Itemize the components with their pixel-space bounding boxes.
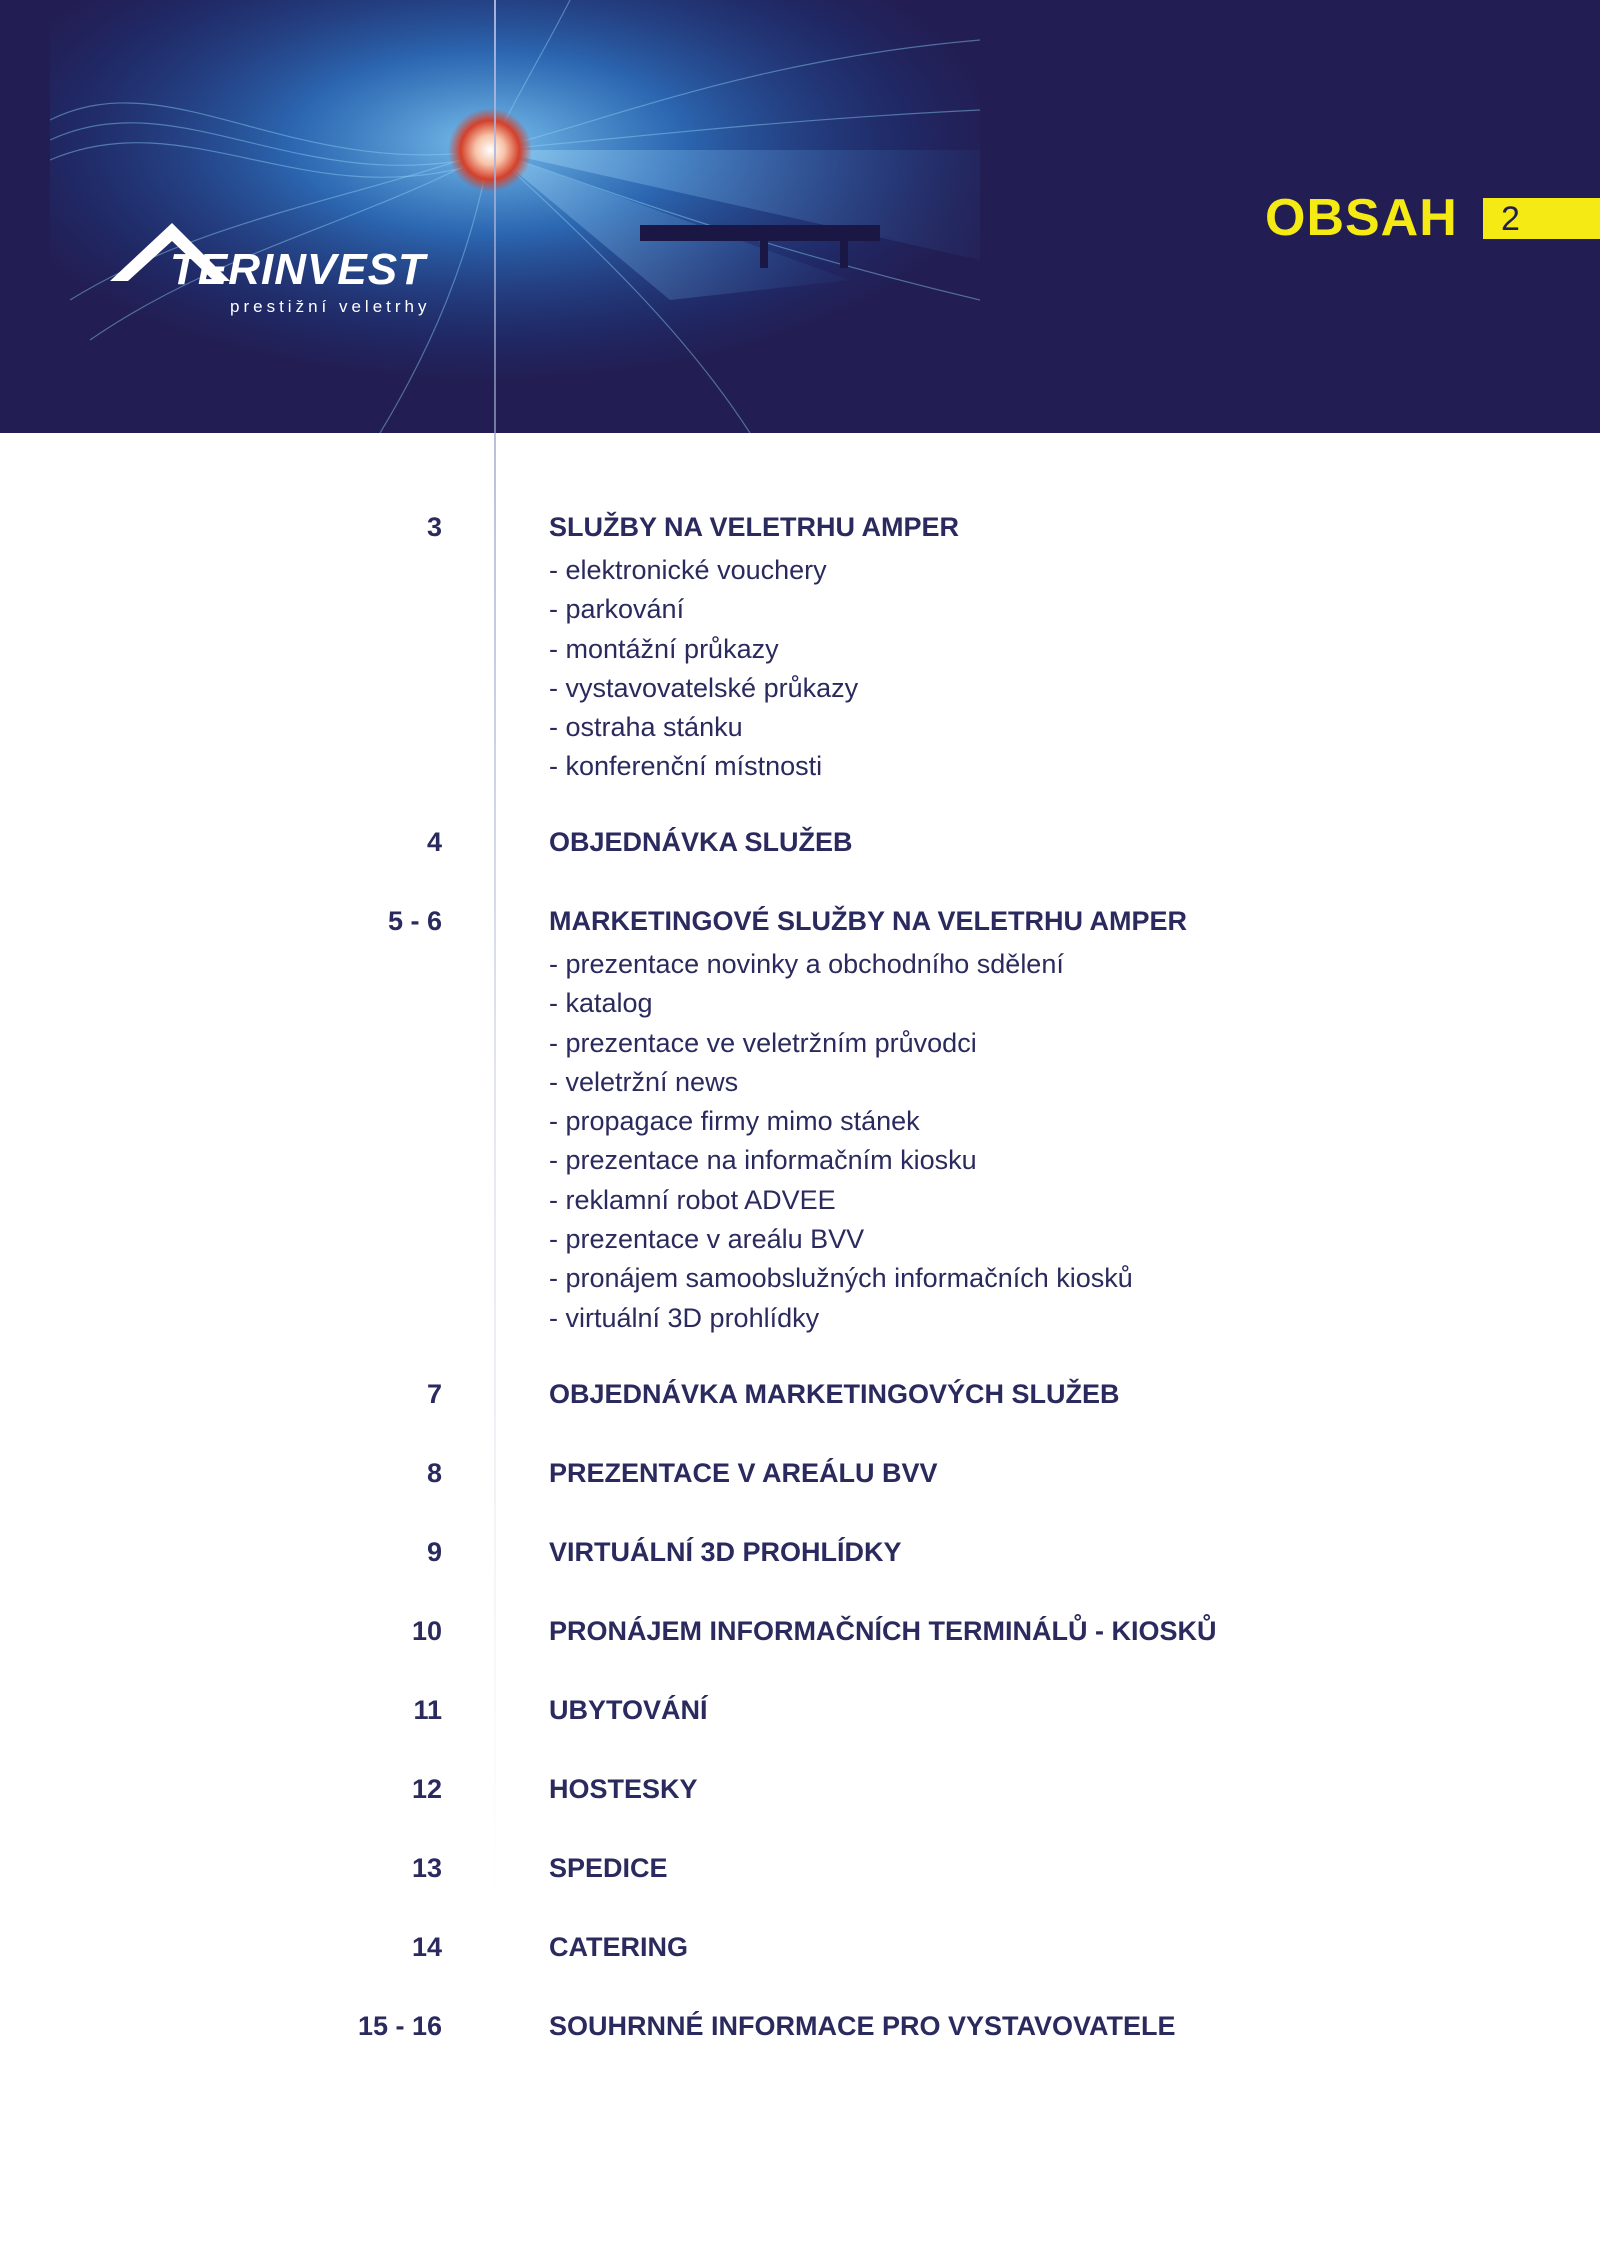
toc-page-number: 12 [411, 1774, 442, 1804]
toc-subitem: - parkování [549, 594, 685, 625]
toc-subitem: - elektronické vouchery [549, 555, 827, 585]
toc-subitems [549, 945, 1133, 1338]
toc-page-number: 3 [426, 512, 442, 542]
toc-subitem: - katalog [549, 988, 653, 1019]
logo-tagline: prestižní veletrhy [230, 297, 431, 316]
toc-heading: SOUHRNNÉ INFORMACE PRO VYSTAVOVATELE [549, 2011, 1176, 2041]
page-number-tab [1483, 198, 1600, 239]
toc-heading: OBJEDNÁVKA SLUŽEB [549, 827, 853, 857]
toc-subitem: - prezentace v areálu BVV [549, 1224, 865, 1255]
toc-heading: VIRTUÁLNÍ 3D PROHLÍDKY [549, 1537, 902, 1567]
toc-heading: SLUŽBY NA VELETRHU AMPER [549, 512, 960, 542]
page-title: OBSAH [1265, 189, 1458, 247]
toc-page-number: 10 [411, 1616, 442, 1646]
toc-page-number: 15 - 16 [357, 2011, 442, 2041]
toc-heading: PREZENTACE V AREÁLU BVV [549, 1458, 938, 1488]
toc-subitem: - pronájem samoobslužných informačních kiosků [549, 1263, 1133, 1294]
toc-heading: HOSTESKY [549, 1774, 698, 1804]
toc-page-number: 11 [413, 1695, 442, 1725]
toc-page-number: 5 - 6 [387, 906, 442, 936]
toc-page-number: 13 [411, 1853, 442, 1883]
toc-page-number: 9 [426, 1537, 442, 1567]
toc-subitem: - montážní průkazy [549, 633, 779, 664]
toc-subitem: - prezentace na informačním kiosku [549, 1145, 977, 1176]
page-number: 2 [1501, 200, 1520, 238]
toc-subitem: - virtuální 3D prohlídky [549, 1302, 820, 1333]
toc-page-number: 14 [411, 1932, 442, 1962]
toc-heading: MARKETINGOVÉ SLUŽBY NA VELETRHU AMPER [549, 906, 1188, 936]
toc-subitem: - ostraha stánku [549, 712, 743, 743]
toc-subitem: - reklamní robot ADVEE [549, 1184, 836, 1215]
toc-page-number: 8 [426, 1458, 442, 1488]
toc-page-number: 7 [426, 1379, 442, 1409]
vertical-divider [494, 0, 496, 1900]
toc-subitem: - vystavovatelské průkazy [549, 672, 859, 703]
toc-subitem: - prezentace ve veletržním průvodci [549, 1027, 977, 1058]
toc-heading: UBYTOVÁNÍ [549, 1695, 708, 1725]
logo-wordmark: TERINVEST [170, 245, 426, 294]
toc-subitems [549, 551, 858, 787]
toc-subitem: - konferenční místnosti [549, 751, 823, 782]
toc-heading: CATERING [549, 1932, 688, 1962]
toc-heading: SPEDICE [549, 1853, 668, 1883]
toc-subitem: - propagace firmy mimo stánek [549, 1106, 920, 1137]
toc-heading: PRONÁJEM INFORMAČNÍCH TERMINÁLŮ - KIOSKŮ [549, 1616, 1217, 1646]
terinvest-logo [110, 215, 460, 325]
toc-page-number: 4 [426, 827, 442, 857]
header-banner [0, 0, 1600, 433]
toc-subitem: - prezentace novinky a obchodního sdělení [549, 949, 1064, 979]
toc-heading: OBJEDNÁVKA MARKETINGOVÝCH SLUŽEB [549, 1379, 1120, 1409]
toc-subitem: - veletržní news [549, 1066, 739, 1097]
